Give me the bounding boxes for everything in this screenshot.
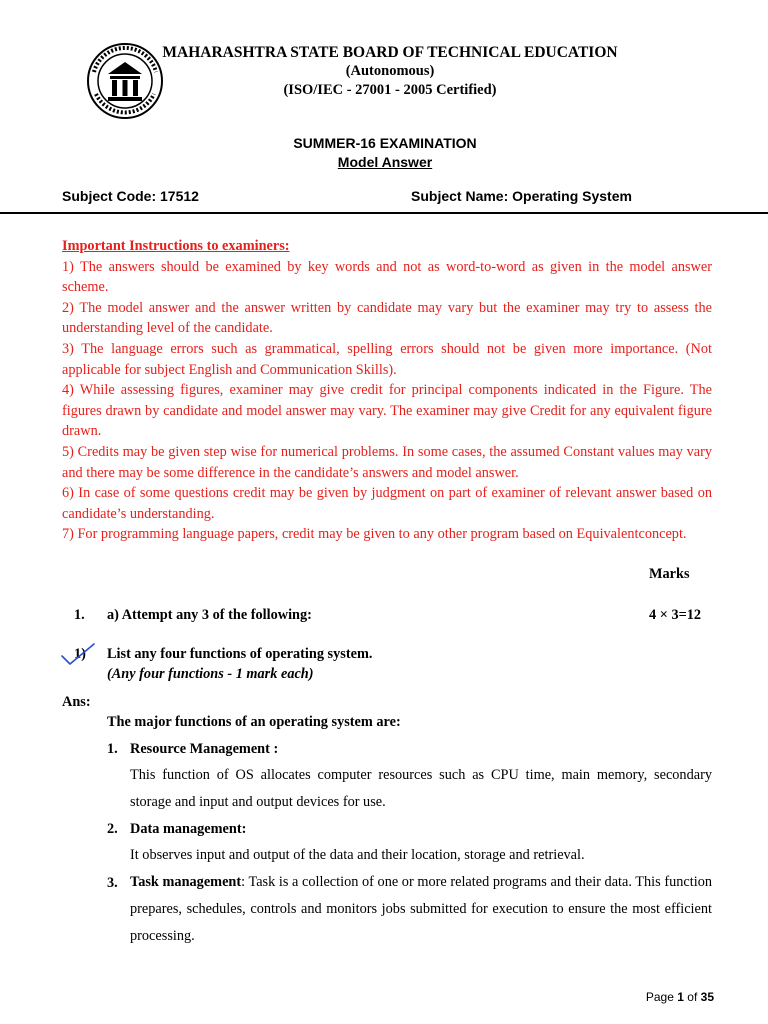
- instruction-item: 6) In case of some questions credit may be given by judgment on part of examiner of relevant answer based on candidate’s understanding.: [62, 485, 712, 522]
- answer-item-title: Data management:: [130, 821, 247, 837]
- answer-item-block: [130, 869, 712, 950]
- question-number: 1.: [74, 607, 85, 623]
- instruction-item: 2) The model answer and the answer written by candidate may vary but the examiner may try to assess the understanding level of the candidate.: [62, 299, 712, 337]
- page-word: Page: [645, 990, 674, 1004]
- instruction-item: 1) The answers should be examined by key words and not as word-to-word as given in the model answer scheme.: [62, 258, 712, 296]
- instruction-item: 3) The language errors such as grammatical, spelling errors should not be given more importance. (Not applicable for subject English and Communication Skills).: [62, 340, 712, 378]
- answer-item-description: This function of OS allocates computer resources such as CPU time, main memory, secondary storage and input and output devices for use.: [130, 767, 712, 810]
- question-marks: 4 × 3=12: [649, 607, 702, 623]
- answer-label: Ans:: [62, 694, 91, 710]
- subquestion-number: 1): [74, 646, 86, 662]
- instructions-title: Important Instructions to examiners:: [62, 238, 290, 254]
- answer-item-description: : Task is a collection of one or more related programs and their data. This function prepares, schedules, controls and monitors jobs submitted for execution to ensure the most efficient processing.: [130, 874, 712, 944]
- answer-item-description: It observes input and output of the data and their location, storage and retrieval.: [130, 847, 585, 863]
- question-text: a) Attempt any 3 of the following:: [107, 607, 312, 623]
- answer-item-title: Resource Management :: [130, 741, 279, 757]
- answer-item-number: 3.: [107, 875, 118, 891]
- page-total: 35: [700, 990, 714, 1004]
- of-word: of: [687, 990, 698, 1004]
- handwritten-tick-mark: [58, 642, 98, 668]
- instruction-item: 5) Credits may be given step wise for numerical problems. In some cases, the assumed Constant values may vary and there may be some difference in the candidate’s answers and model answer.: [62, 443, 712, 481]
- answer-item-number: 1.: [107, 741, 118, 757]
- answer-intro: The major functions of an operating system are:: [107, 714, 401, 730]
- answer-item-number: 2.: [107, 821, 118, 837]
- autonomous-label: (Autonomous): [345, 63, 435, 79]
- instruction-item: 7) For programming language papers, credit may be given to any other program based on Equivalentconcept.: [62, 526, 687, 543]
- answer-item-title: Task management: [130, 874, 242, 890]
- certification-label: (ISO/IEC - 27001 - 2005 Certified): [283, 82, 497, 98]
- subject-name: Subject Name: Operating System: [411, 188, 632, 204]
- subquestion-text: List any four functions of operating system.: [107, 646, 373, 662]
- page-footer: [646, 990, 714, 1004]
- page-number: 1: [677, 990, 684, 1004]
- subquestion-marking-note: (Any four functions - 1 mark each): [107, 666, 314, 682]
- subject-code: Subject Code: 17512: [62, 188, 199, 204]
- instruction-item: 4) While assessing figures, examiner may give credit for principal components indicated in the Figure. The figures drawn by candidate and model answer may vary. The examiner may give Credit for any equivalent figure drawn.: [62, 382, 712, 440]
- examiner-instructions: [62, 236, 712, 545]
- model-answer-title: Model Answer: [337, 154, 433, 170]
- marks-header: Marks: [649, 566, 690, 582]
- exam-title: SUMMER-16 EXAMINATION: [293, 135, 477, 151]
- board-title: MAHARASHTRA STATE BOARD OF TECHNICAL EDUCATION: [162, 44, 618, 61]
- header-divider: [0, 212, 768, 214]
